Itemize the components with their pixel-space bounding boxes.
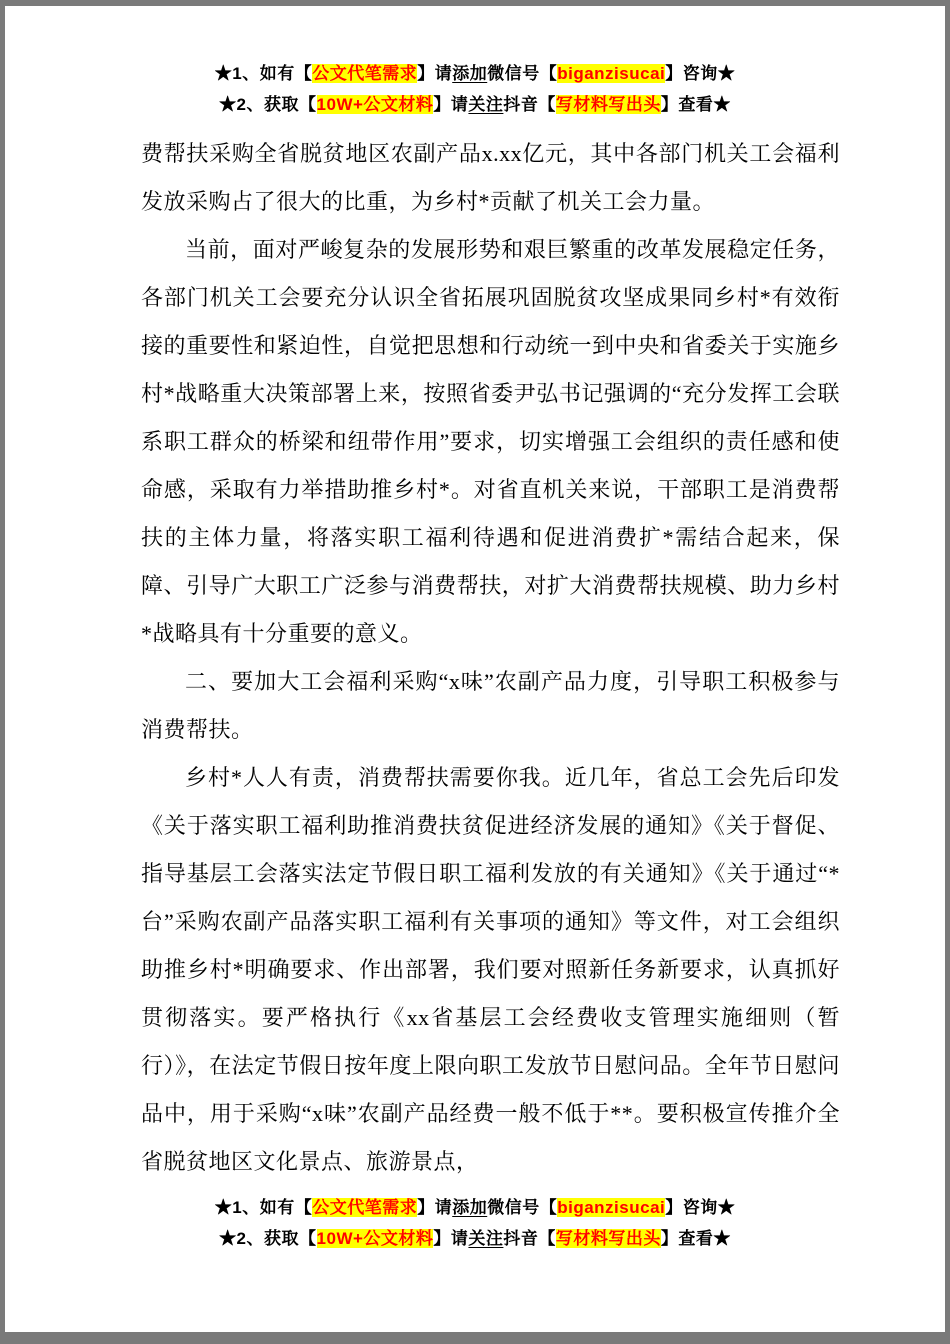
promo-text: 】查看★: [660, 95, 731, 114]
promo-underlined-text: 添加: [452, 64, 488, 83]
paragraph-continuation: 费帮扶采购全省脱贫地区农副产品x.xx亿元，其中各部门机关工会福利发放采购占了很大的比重，为乡村*贡献了机关工会力量。: [141, 141, 840, 214]
promo-text: 】查看★: [660, 1229, 731, 1248]
promo-highlight: 10W+公文材料: [316, 1229, 434, 1248]
document-page: [5, 6, 945, 1332]
promo-highlight: 公文代笔需求: [312, 1198, 418, 1217]
footer-promo-block: [5, 1192, 945, 1254]
promo-text: ★2、获取【: [219, 1229, 317, 1248]
promo-highlight-wechat-id: biganzisucai: [557, 64, 666, 83]
promo-text: 抖音【: [503, 1229, 556, 1248]
footer-promo-line-2: [5, 1223, 945, 1254]
promo-highlight-douyin-id: 写材料写出头: [555, 1229, 661, 1248]
header-promo-line-2: [5, 89, 945, 120]
promo-highlight: 10W+公文材料: [316, 95, 434, 114]
header-promo-line-1: [5, 58, 945, 89]
promo-underlined-text: 添加: [452, 1198, 488, 1217]
promo-text: 】请: [433, 1229, 469, 1248]
promo-text: 】请: [417, 1198, 453, 1217]
paragraph: 乡村*人人有责，消费帮扶需要你我。近几年，省总工会先后印发《关于落实职工福利助推消费扶贫促进经济发展的通知》《关于督促、指导基层工会落实法定节假日职工福利发放的有关通知》《关于通过“*台”采购农副产品落实职工福利有关事项的通知》等文件，对工会组织助推乡村*明确要求、作出部署，我们要对照新任务新要求，认真抓好贯彻落实。要严格执行《xx省基层工会经费收支管理实施细则（暂行）》，在法定节假日按年度上限向职工发放节日慰问品。全年节日慰问品中，用于采购“x味”农副产品经费一般不低于**。要积极宣传推介全省脱贫地区文化景点、旅游景点，: [141, 765, 840, 1174]
promo-text: 】请: [417, 64, 453, 83]
promo-text: ★2、获取【: [219, 95, 317, 114]
promo-highlight-douyin-id: 写材料写出头: [555, 95, 661, 114]
promo-text: 】请: [433, 95, 469, 114]
promo-text: 】咨询★: [665, 1198, 736, 1217]
promo-text: ★1、如有【: [214, 64, 313, 83]
promo-text: 微信号【: [487, 64, 558, 83]
promo-underlined-text: 关注: [468, 1229, 504, 1248]
document-body: [141, 130, 840, 1186]
promo-text: ★1、如有【: [214, 1198, 313, 1217]
promo-text: 微信号【: [487, 1198, 558, 1217]
promo-highlight: 公文代笔需求: [312, 64, 418, 83]
promo-text: 抖音【: [503, 95, 556, 114]
promo-underlined-text: 关注: [468, 95, 504, 114]
section-heading-paragraph: 二、要加大工会福利采购“x味”农副产品力度，引导职工积极参与消费帮扶。: [141, 669, 840, 742]
paragraph: 当前，面对严峻复杂的发展形势和艰巨繁重的改革发展稳定任务，各部门机关工会要充分认识全省拓展巩固脱贫攻坚成果同乡村*有效衔接的重要性和紧迫性，自觉把思想和行动统一到中央和省委关于实施乡村*战略重大决策部署上来，按照省委尹弘书记强调的“充分发挥工会联系职工群众的桥梁和纽带作用”要求，切实增强工会组织的责任感和使命感，采取有力举措助推乡村*。对省直机关来说，干部职工是消费帮扶的主体力量，将落实职工福利待遇和促进消费扩*需结合起来，保障、引导广大职工广泛参与消费帮扶，对扩大消费帮扶规模、助力乡村*战略具有十分重要的意义。: [141, 237, 840, 646]
footer-promo-line-1: [5, 1192, 945, 1223]
header-promo-block: [5, 6, 945, 120]
promo-highlight-wechat-id: biganzisucai: [557, 1198, 666, 1217]
promo-text: 】咨询★: [665, 64, 736, 83]
